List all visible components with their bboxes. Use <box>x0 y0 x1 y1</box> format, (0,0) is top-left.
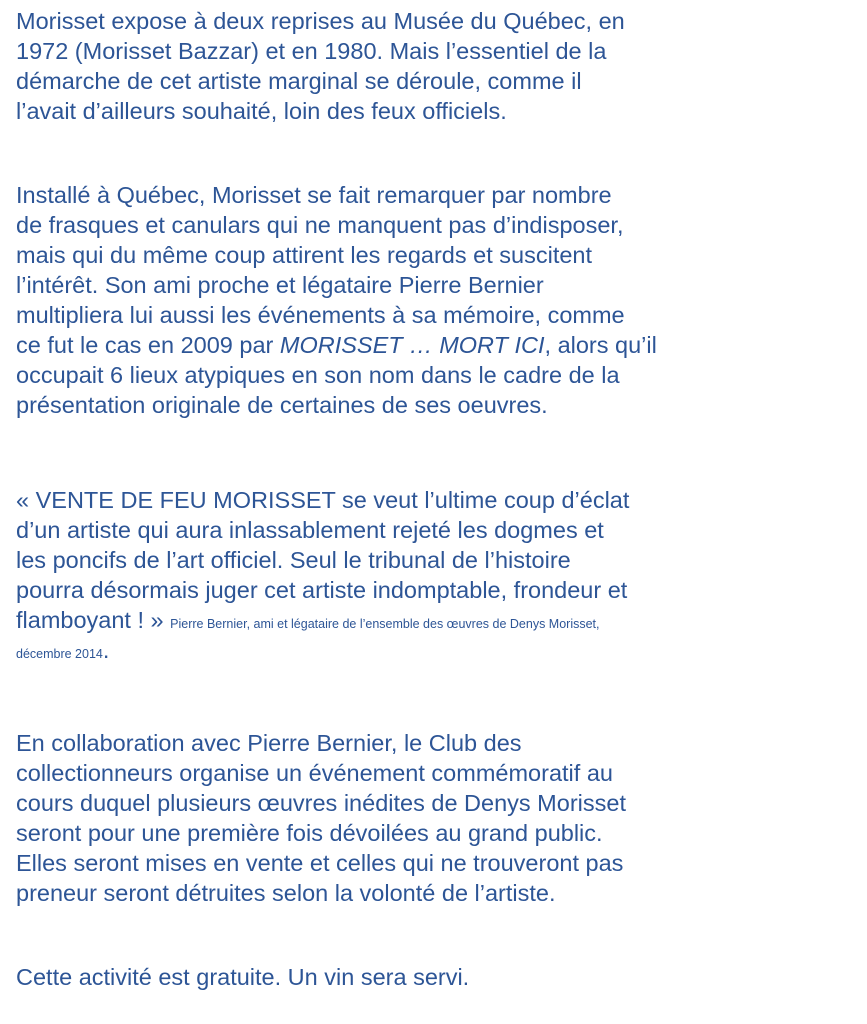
text-line: Installé à Québec, Morisset se fait remarquer par nombre <box>16 182 612 208</box>
paragraph-free-activity <box>16 962 469 992</box>
paragraph-quote <box>16 485 629 665</box>
period: . <box>102 637 110 663</box>
paragraph-quebec <box>16 180 657 420</box>
text-segment: , alors qu’il <box>544 332 657 358</box>
text-line: seront pour une première fois dévoilées au grand public. <box>16 820 603 846</box>
text-line: d’un artiste qui aura inlassablement rejeté les dogmes et <box>16 517 604 543</box>
text-line: preneur seront détruites selon la volonté de l’artiste. <box>16 880 556 906</box>
quote-end-line <box>16 605 629 635</box>
text-line: Morisset expose à deux reprises au Musée du Québec, en <box>16 8 625 34</box>
quote-date: décembre 2014 <box>16 647 103 661</box>
quote-attribution: Pierre Bernier, ami et légataire de l’ensemble des œuvres de Denys Morisset, <box>170 617 600 631</box>
event-title: MORISSET … MORT ICI <box>279 332 545 358</box>
paragraph-event <box>16 728 626 908</box>
text-line-with-title <box>16 330 657 360</box>
text-line: cours duquel plusieurs œuvres inédites de Denys Morisset <box>16 790 626 816</box>
text-line: l’intérêt. Son ami proche et légataire Pierre Bernier <box>16 272 544 298</box>
attribution-date-line <box>16 635 629 665</box>
paragraph-exhibitions <box>16 6 625 126</box>
text-line: démarche de cet artiste marginal se déroule, comme il <box>16 68 582 94</box>
text-line: « VENTE DE FEU MORISSET se veut l’ultime coup d’éclat <box>16 487 630 513</box>
text-line: occupait 6 lieux atypiques en son nom dans le cadre de la <box>16 362 620 388</box>
text-line: collectionneurs organise un événement commémoratif au <box>16 760 613 786</box>
text-line: l’avait d’ailleurs souhaité, loin des feux officiels. <box>16 98 507 124</box>
text-segment: ce fut le cas en 2009 par <box>16 332 280 358</box>
text-line: Elles seront mises en vente et celles qui ne trouveront pas <box>16 850 624 876</box>
text-line: présentation originale de certaines de ses oeuvres. <box>16 392 548 418</box>
text-line: les poncifs de l’art officiel. Seul le tribunal de l’histoire <box>16 547 571 573</box>
text-line: multipliera lui aussi les événements à sa mémoire, comme <box>16 302 625 328</box>
text-line: de frasques et canulars qui ne manquent pas d’indisposer, <box>16 212 624 238</box>
text-line: Cette activité est gratuite. Un vin sera servi. <box>16 964 470 990</box>
text-line: pourra désormais juger cet artiste indomptable, frondeur et <box>16 577 628 603</box>
text-line: 1972 (Morisset Bazzar) et en 1980. Mais l’essentiel de la <box>16 38 607 64</box>
text-line: mais qui du même coup attirent les regards et suscitent <box>16 242 593 268</box>
text-line: En collaboration avec Pierre Bernier, le Club des <box>16 730 522 756</box>
quote-end: flamboyant ! » <box>16 607 171 633</box>
